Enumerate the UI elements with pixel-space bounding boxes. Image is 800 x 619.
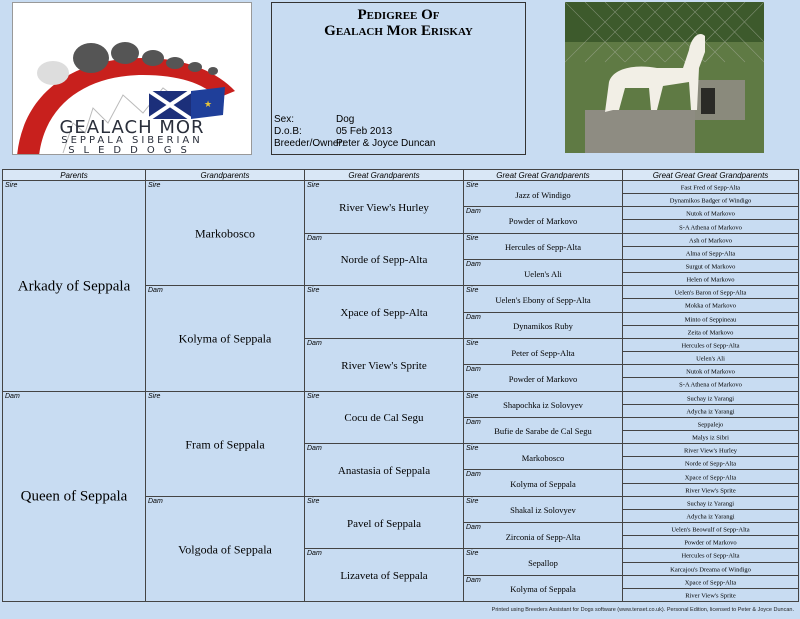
dam-label: Dam [466, 366, 481, 374]
sire-label: Sire [307, 392, 320, 400]
great-great-grandparent-cell [463, 496, 623, 523]
great-great-grandparent-name: Shapochka iz Solovyev [503, 400, 583, 411]
great-great-great-grandparent-cell [622, 575, 799, 589]
great-great-grandparent-cell [463, 285, 623, 312]
great-grandparent-name: Lizaveta of Seppala [340, 570, 428, 583]
great-great-grandparent-cell [463, 364, 623, 391]
great-great-grandparent-name: Peter of Sepp-Alta [511, 347, 575, 358]
great-great-great-grandparent-cell [622, 259, 799, 273]
great-great-grandparent-cell [463, 206, 623, 233]
dam-label: Dam [5, 392, 20, 400]
sire-label: Sire [148, 182, 161, 189]
great-great-great-grandparent-name: Uelen's Beowulf of Sepp-Alta [671, 526, 750, 534]
great-great-great-grandparent-cell [622, 193, 799, 207]
parent-cell [2, 391, 146, 603]
great-great-great-grandparent-name: Minto of Seppineau [684, 316, 737, 324]
grandparent-name: Volgoda of Seppala [178, 542, 272, 557]
great-grandparent-cell [304, 496, 464, 550]
pedigree-title: Pedigree Of [357, 7, 440, 23]
great-great-grandparent-cell [463, 233, 623, 260]
sire-label: Sire [148, 392, 161, 400]
great-great-grandparent-cell [463, 312, 623, 339]
great-great-grandparent-name: Markobosco [521, 452, 565, 463]
great-great-great-grandparent-cell [622, 298, 799, 312]
great-great-great-grandparent-name: Powder of Markovo [684, 539, 737, 547]
svg-text:★: ★ [203, 100, 213, 110]
great-grandparent-name: Xpace of Sepp-Alta [340, 307, 428, 320]
great-great-great-grandparent-cell [622, 535, 799, 549]
white-dog-photo [565, 2, 764, 153]
great-great-great-grandparent-name: S-A Athena of Markovo [679, 224, 742, 232]
great-grandparent-cell [304, 180, 464, 234]
great-great-great-grandparent-name: River View's Hurley [683, 447, 737, 455]
info-key: D.o.B: [274, 126, 302, 137]
great-great-grandparent-name: Shakal iz Solovyev [510, 505, 576, 516]
great-grandparent-cell [304, 548, 464, 602]
sire-label: Sire [466, 550, 479, 558]
pedigree-title-box [271, 2, 526, 155]
dam-label: Dam [466, 208, 481, 216]
grandparent-cell [145, 180, 305, 286]
great-great-great-grandparent-name: River View's Sprite [685, 487, 736, 495]
great-great-great-grandparent-cell [622, 404, 799, 418]
dam-label: Dam [148, 287, 163, 295]
great-great-grandparent-cell [463, 522, 623, 549]
great-great-great-grandparent-cell [622, 285, 799, 299]
logo-tagline [13, 136, 251, 155]
dam-label: Dam [466, 524, 481, 532]
dam-label: Dam [307, 339, 322, 347]
great-great-great-grandparent-cell [622, 377, 799, 391]
parent-cell [2, 180, 146, 392]
info-value: 05 Feb 2013 [336, 126, 393, 137]
great-grandparent-cell [304, 391, 464, 445]
great-great-great-grandparent-name: Dynamikos Badger of Windigo [669, 197, 752, 205]
great-great-great-grandparent-cell [622, 338, 799, 352]
dog-photo [565, 2, 764, 153]
great-great-great-grandparent-name: Adycha iz Yarangi [686, 513, 735, 521]
great-great-great-grandparent-name: Alma of Sepp-Alta [685, 250, 736, 258]
header-great-great-great-grandparents: Great Great Great Grandparents [622, 169, 799, 181]
great-grandparent-cell [304, 233, 464, 287]
parent-name: Queen of Seppala [20, 488, 128, 505]
header-great-grandparents: Great Grandparents [304, 169, 464, 181]
great-great-grandparent-cell [463, 338, 623, 365]
dog-info [274, 114, 436, 150]
great-great-grandparent-name: Zirconia of Sepp-Alta [505, 531, 581, 542]
great-great-grandparent-name: Hercules of Sepp-Alta [504, 242, 581, 253]
great-great-great-grandparent-cell [622, 364, 799, 378]
great-great-grandparent-cell [463, 548, 623, 575]
great-great-great-grandparent-cell [622, 496, 799, 510]
grandparent-name: Markobosco [195, 226, 255, 241]
great-great-grandparent-cell [463, 391, 623, 418]
dam-label: Dam [466, 313, 481, 321]
dam-label: Dam [466, 418, 481, 426]
sire-label: Sire [466, 339, 479, 347]
great-great-great-grandparent-cell [622, 219, 799, 233]
great-great-grandparent-cell [463, 417, 623, 444]
great-great-great-grandparent-cell [622, 206, 799, 220]
sire-label: Sire [5, 182, 18, 189]
great-great-grandparent-name: Powder of Markovo [508, 215, 578, 226]
pedigree-grid [2, 169, 799, 601]
great-great-great-grandparent-cell [622, 562, 799, 576]
great-great-great-grandparent-cell [622, 548, 799, 562]
dam-label: Dam [307, 445, 322, 453]
great-great-great-grandparent-name: Nutok of Markovo [686, 368, 735, 376]
great-great-great-grandparent-name: Ash of Markovo [689, 237, 732, 245]
parent-name: Arkady of Seppala [17, 278, 131, 295]
great-great-great-grandparent-name: Zeita of Markovo [687, 329, 734, 337]
info-row-dob [274, 126, 436, 138]
great-great-great-grandparent-cell [622, 180, 799, 194]
great-great-great-grandparent-cell [622, 430, 799, 444]
great-great-great-grandparent-name: Fast Fred of Sepp-Alta [680, 184, 741, 192]
header-great-great-grandparents: Great Great Grandparents [463, 169, 623, 181]
grandparent-cell [145, 391, 305, 497]
dam-label: Dam [307, 550, 322, 558]
great-great-grandparent-name: Jazz of Windigo [515, 189, 571, 200]
great-grandparent-name: Anastasia of Seppala [337, 464, 431, 477]
info-key: Breeder/Owner: [274, 138, 345, 149]
great-great-great-grandparent-cell [622, 391, 799, 405]
great-great-great-grandparent-cell [622, 325, 799, 339]
header-parents: Parents [2, 169, 146, 181]
info-row-sex [274, 114, 436, 126]
sire-label: Sire [466, 234, 479, 242]
great-great-grandparent-name: Kolyma of Seppala [510, 479, 576, 490]
great-great-great-grandparent-name: Xpace of Sepp-Alta [684, 474, 737, 482]
great-great-great-grandparent-name: Nutok of Markovo [686, 210, 735, 218]
great-great-great-grandparent-name: River View's Sprite [685, 592, 736, 600]
grandparent-name: Fram of Seppala [185, 437, 265, 452]
dog-name-title: Gealach Mor Eriskay [324, 23, 473, 39]
great-great-great-grandparent-name: Karcajou's Dreama of Windigo [670, 566, 751, 574]
great-great-great-grandparent-name: S-A Athena of Markovo [679, 381, 742, 389]
sire-label: Sire [466, 392, 479, 400]
great-great-great-grandparent-name: Norde of Sepp-Alta [684, 460, 737, 468]
great-great-grandparent-name: Bufie de Sarabe de Cal Segu [494, 426, 592, 437]
great-great-great-grandparent-name: Seppalejo [697, 421, 724, 429]
info-value: Peter & Joyce Duncan [336, 138, 436, 149]
great-grandparent-name: River View's Hurley [339, 201, 429, 214]
dam-label: Dam [307, 234, 322, 242]
print-footer: Printed using Breeders Assistant for Dogs software (www.tenset.co.uk). Personal Edition, licensed to Peter & Joyce Duncan. [491, 607, 794, 613]
great-great-great-grandparent-cell [622, 509, 799, 523]
great-great-grandparent-name: Uelen's Ali [524, 268, 562, 279]
great-great-great-grandparent-cell [622, 469, 799, 483]
great-grandparent-name: Norde of Sepp-Alta [340, 254, 428, 267]
great-great-great-grandparent-name: Uelen's Ali [696, 355, 725, 363]
great-great-great-grandparent-name: Helen of Markovo [686, 276, 735, 284]
great-great-great-grandparent-name: Surgut of Markovo [685, 263, 736, 271]
great-great-great-grandparent-cell [622, 443, 799, 457]
great-great-great-grandparent-name: Mokka of Markovo [685, 302, 736, 310]
kennel-logo [12, 2, 252, 155]
info-value: Dog [336, 114, 355, 125]
great-great-great-grandparent-cell [622, 312, 799, 326]
great-great-great-grandparent-cell [622, 417, 799, 431]
great-great-grandparent-name: Sepallop [528, 558, 558, 569]
great-great-great-grandparent-name: Suchay iz Yarangi [686, 395, 735, 403]
great-great-great-grandparent-name: Suchay iz Yarangi [686, 500, 735, 508]
great-great-grandparent-name: Dynamikos Ruby [513, 321, 573, 332]
grandparent-name: Kolyma of Seppala [178, 331, 272, 346]
great-great-great-grandparent-name: Xpace of Sepp-Alta [684, 579, 737, 587]
header-grandparents: Grandparents [145, 169, 305, 181]
great-great-great-grandparent-name: Uelen's Baron of Sepp-Alta [674, 289, 747, 297]
great-great-great-grandparent-name: Hercules of Sepp-Alta [681, 342, 740, 350]
great-great-great-grandparent-cell [622, 272, 799, 286]
great-great-great-grandparent-cell [622, 522, 799, 536]
sire-label: Sire [466, 182, 479, 189]
great-great-great-grandparent-cell [622, 351, 799, 365]
sire-label: Sire [307, 287, 320, 295]
great-great-great-grandparent-cell [622, 233, 799, 247]
grandparent-cell [145, 285, 305, 391]
great-grandparent-cell [304, 443, 464, 497]
great-great-grandparent-cell [463, 469, 623, 496]
logo-tagline-line2: SLEDDOGS [68, 145, 196, 155]
grandparent-cell [145, 496, 305, 602]
sire-label: Sire [466, 287, 479, 295]
great-grandparent-name: River View's Sprite [341, 359, 427, 372]
great-great-great-grandparent-cell [622, 588, 799, 602]
great-grandparent-cell [304, 338, 464, 392]
great-grandparent-name: Cocu de Cal Segu [344, 412, 424, 425]
sire-label: Sire [466, 497, 479, 505]
great-great-grandparent-name: Kolyma of Seppala [510, 584, 576, 595]
great-great-great-grandparent-name: Adycha iz Yarangi [686, 408, 735, 416]
great-great-grandparent-cell [463, 180, 623, 207]
great-great-grandparent-cell [463, 259, 623, 286]
great-great-great-grandparent-name: Malys iz Sibri [692, 434, 729, 442]
great-grandparent-name: Pavel of Seppala [347, 517, 421, 530]
sire-label: Sire [307, 182, 320, 189]
great-grandparent-cell [304, 285, 464, 339]
dam-label: Dam [466, 576, 481, 584]
dam-label: Dam [148, 497, 163, 505]
great-great-great-grandparent-cell [622, 483, 799, 497]
logo-tagline-line1: SEPPALA SIBERIAN [61, 135, 203, 146]
great-great-great-grandparent-name: Hercules of Sepp-Alta [681, 552, 740, 560]
great-great-grandparent-cell [463, 575, 623, 602]
info-row-breeder [274, 138, 436, 150]
info-key: Sex: [274, 114, 295, 125]
great-great-great-grandparent-cell [622, 456, 799, 470]
great-great-grandparent-cell [463, 443, 623, 470]
great-great-great-grandparent-cell [622, 246, 799, 260]
dam-label: Dam [466, 260, 481, 268]
dam-label: Dam [466, 471, 481, 479]
great-great-grandparent-name: Uelen's Ebony of Sepp-Alta [495, 294, 591, 305]
great-great-grandparent-name: Powder of Markovo [508, 373, 578, 384]
sire-label: Sire [307, 497, 320, 505]
logo-kennel-name: GEALACH MOR [59, 117, 205, 138]
sire-label: Sire [466, 445, 479, 453]
